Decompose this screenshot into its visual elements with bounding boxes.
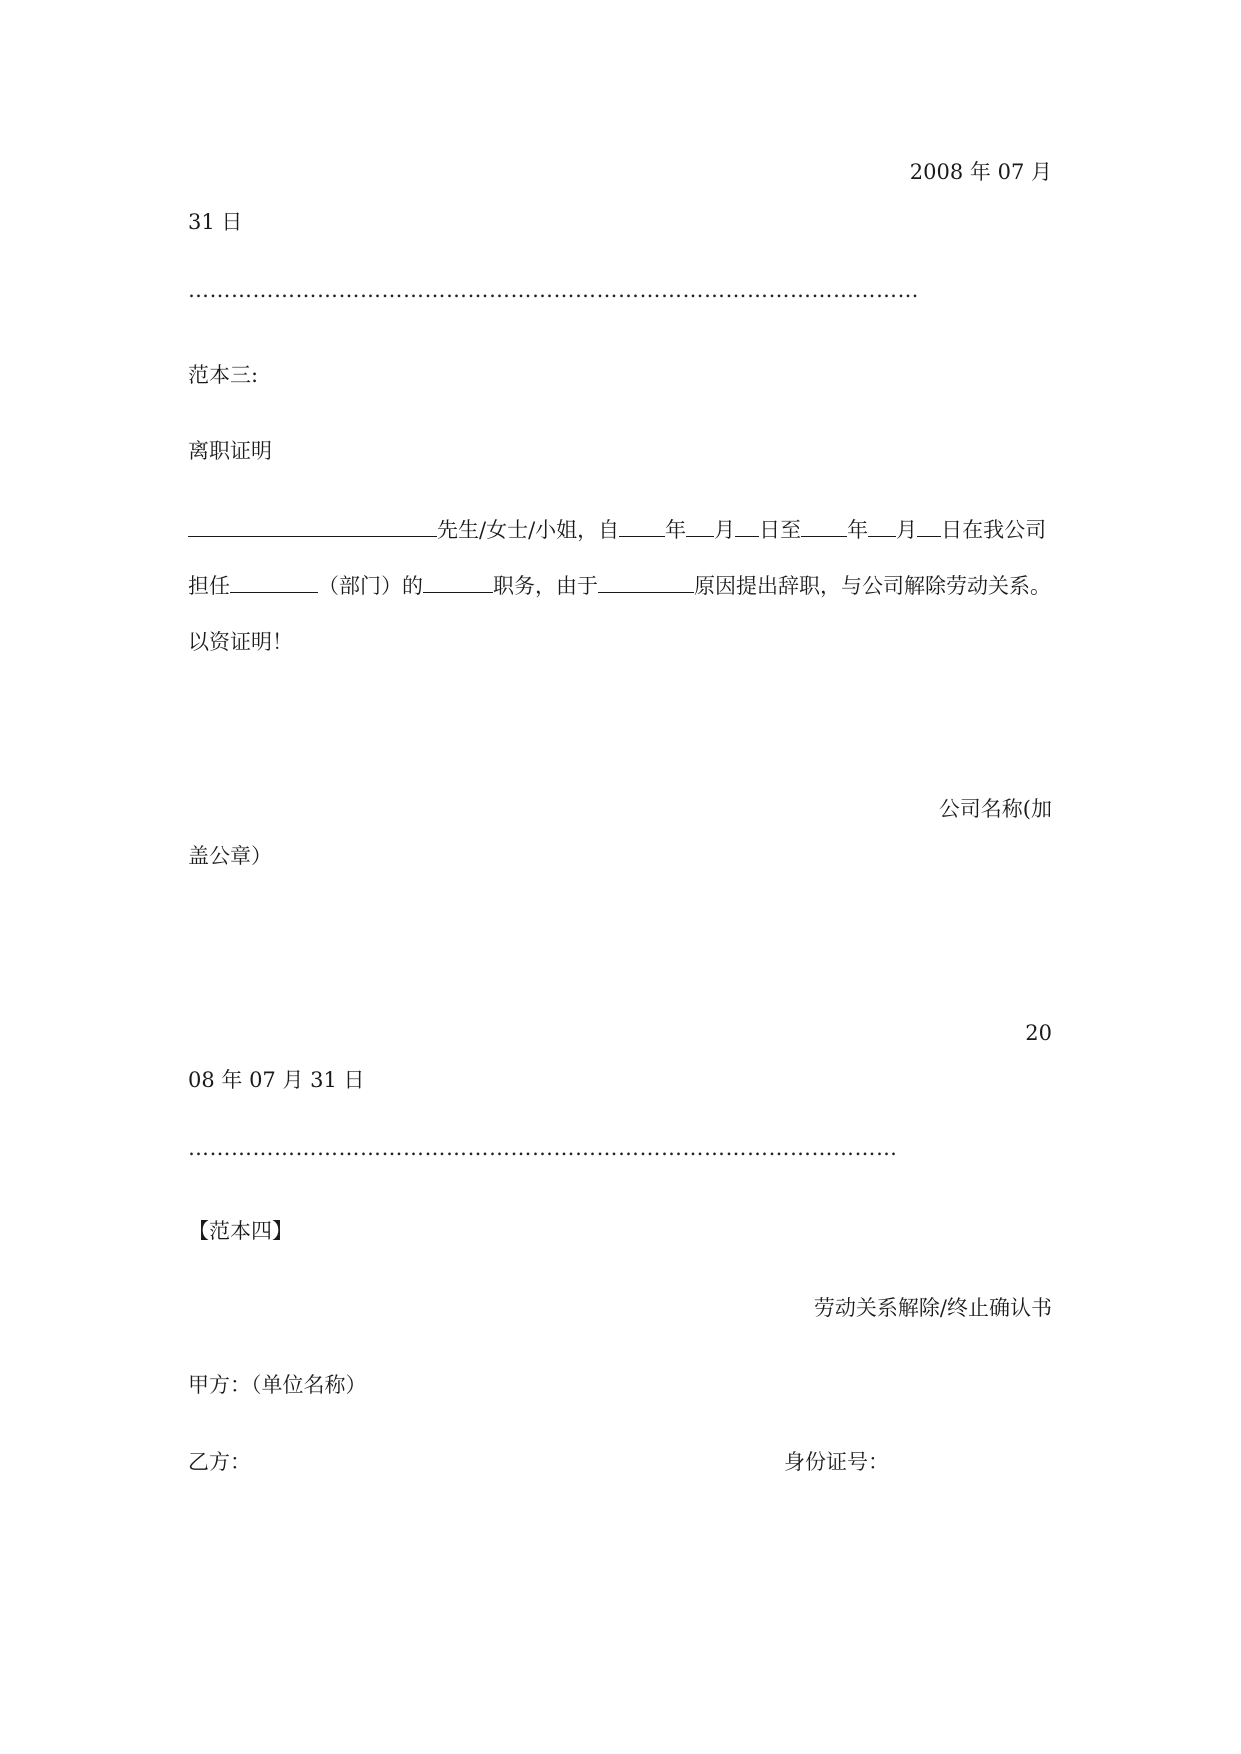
body-text: 年 [847,518,869,542]
date-line-1: 2008 年 07 月 [909,160,1052,184]
confirmation-title: 劳动关系解除/终止确认书 [813,1296,1052,1320]
body-text: 月 [714,518,736,542]
body-text: （部门）的 [318,574,423,598]
reason-blank [598,574,694,593]
end-day-blank [917,518,941,537]
start-day-blank [735,518,759,537]
department-blank [230,574,318,593]
body-text: 职务，由于 [493,574,598,598]
company-name-line-2: 盖公章） [188,844,272,868]
position-blank [423,574,493,593]
dotted-separator-2: ……………………………………………………………………………………… [188,1136,898,1160]
body-text: 先生/女士/小姐，自 [437,518,620,542]
end-year-blank [801,518,847,537]
date-line-3: 20 [1025,1021,1052,1045]
body-text: 年 [665,518,687,542]
party-b-label: 乙方： [188,1450,251,1474]
id-number-label: 身份证号： [784,1450,889,1474]
template-heading-4: 【范本四】 [188,1219,293,1243]
start-year-blank [619,518,665,537]
template-heading-3: 范本三: [188,363,259,387]
body-text: 日在我公司 [941,518,1047,542]
body-text: 担任 [188,574,230,598]
name-blank-extended [364,518,437,537]
body-row-3: 以资证明！ [188,630,293,654]
body-row-1 [188,502,1053,558]
name-blank [188,518,364,537]
certificate-body [188,502,1053,670]
start-month-blank [686,518,714,537]
party-a-line: 甲方：（单位名称） [188,1373,367,1397]
body-text: 原因提出辞职，与公司解除劳动关系。 [694,574,1051,598]
date-line-2: 31 日 [188,210,243,234]
end-month-blank [868,518,896,537]
body-row-2 [188,558,1053,614]
body-text: 日至 [759,518,802,542]
document-title: 离职证明 [188,439,272,463]
date-line-4: 08 年 07 月 31 日 [188,1068,365,1092]
company-name-line-1: 公司名称(加 [938,797,1052,821]
dotted-separator: ………………………………………………………………………………………… [188,278,919,302]
body-text: 月 [896,518,918,542]
